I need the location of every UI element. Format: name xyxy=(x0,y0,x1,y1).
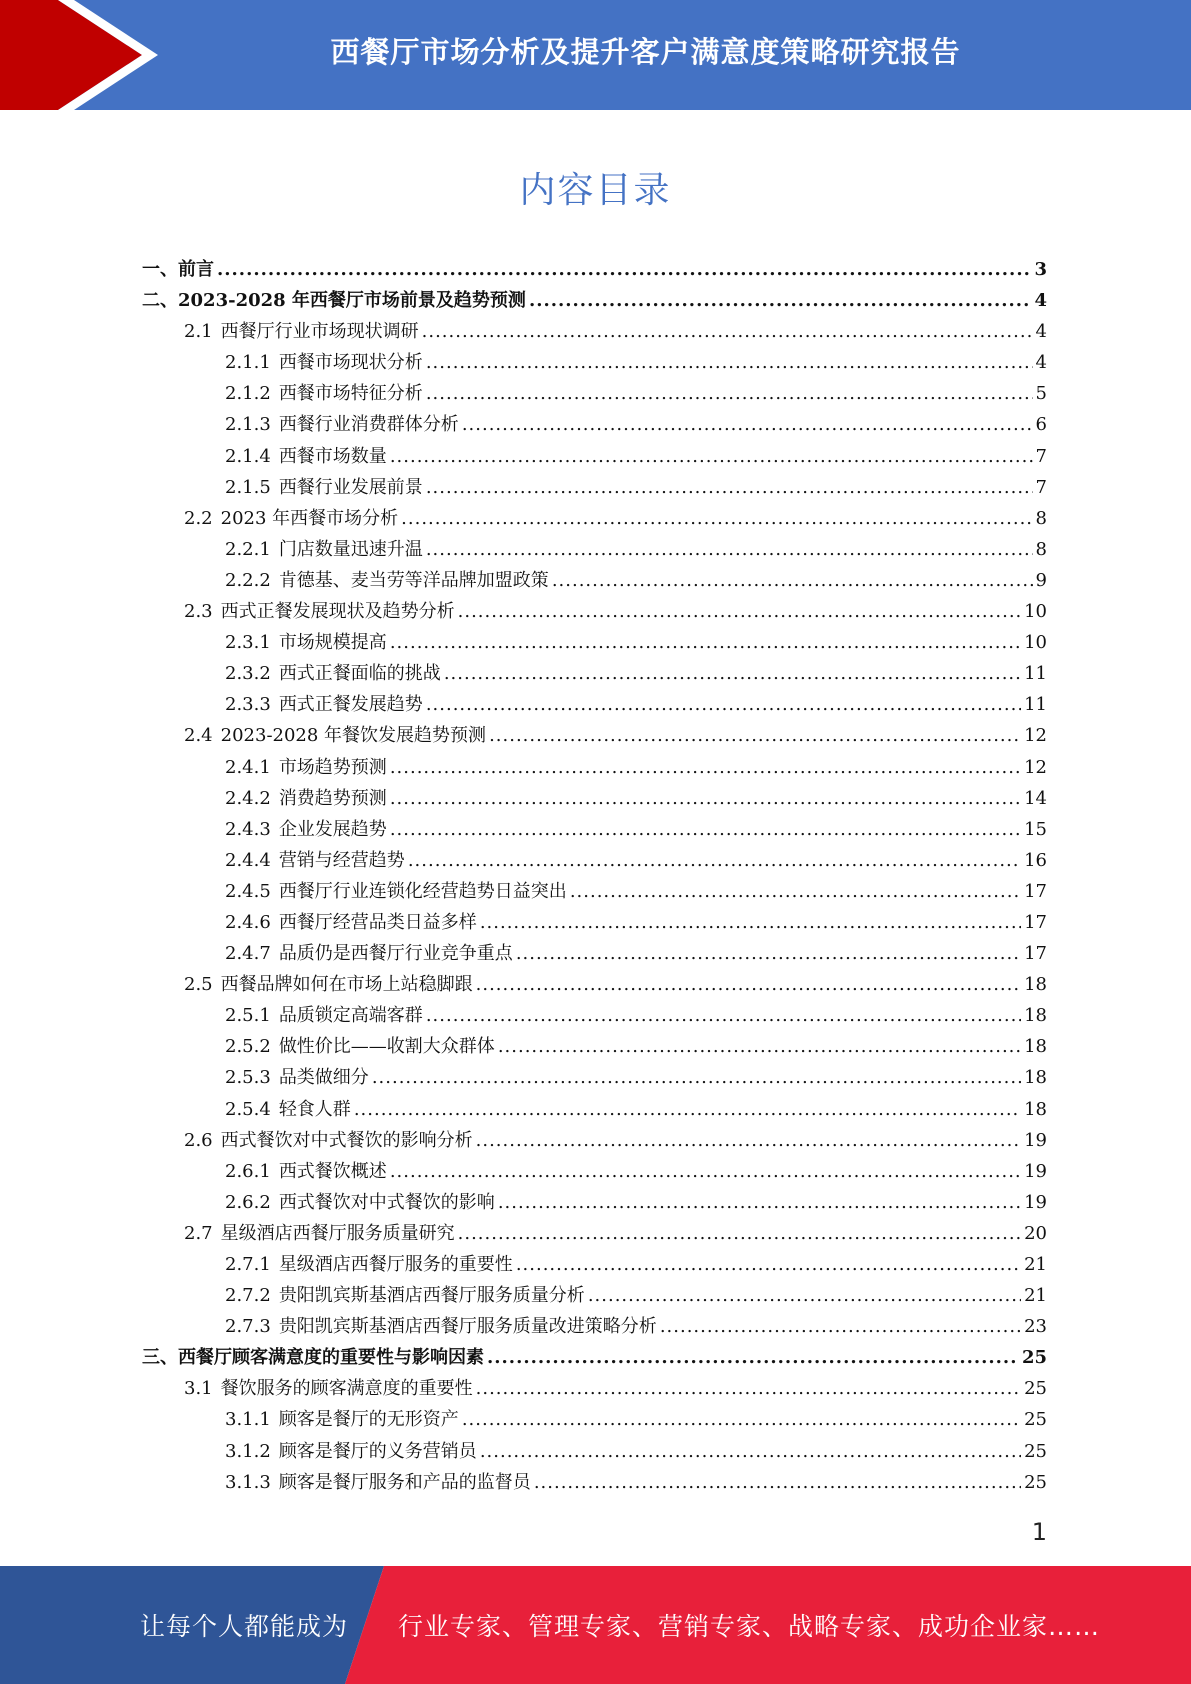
toc-entry-page: 12 xyxy=(1024,756,1047,778)
toc-entry-number: 一、 xyxy=(142,259,178,280)
toc-entry-title: 顾客是餐厅的无形资产 xyxy=(278,1409,459,1431)
toc-entry-page: 18 xyxy=(1024,1098,1047,1120)
toc-entry-page: 4 xyxy=(1035,352,1047,374)
toc-entry-title: 顾客是餐厅的义务营销员 xyxy=(278,1440,477,1462)
toc-entry-number: 2.5.4 xyxy=(225,1098,271,1120)
toc-entry-number: 2.7 xyxy=(184,1222,213,1244)
toc-entry-page: 17 xyxy=(1024,880,1047,902)
toc-entry-number: 2.4.7 xyxy=(225,943,271,965)
toc-entry[interactable] xyxy=(142,1000,1047,1031)
toc-entry[interactable] xyxy=(142,658,1047,689)
toc-entry-page: 18 xyxy=(1024,1036,1047,1058)
toc-entry-title: 餐饮服务的顾客满意度的重要性 xyxy=(220,1378,473,1400)
toc-entry[interactable] xyxy=(142,1125,1047,1156)
toc-entry-number: 2.4.3 xyxy=(225,818,271,840)
toc-entry-title: 做性价比——收割大众群体 xyxy=(278,1036,495,1058)
toc-entry-title: 2023-2028 年西餐厅市场前景及趋势预测 xyxy=(178,290,526,312)
toc-dot-leader xyxy=(408,845,1021,876)
toc-entry-title: 前言 xyxy=(178,259,214,280)
toc-entry-title: 西式餐饮对中式餐饮的影响 xyxy=(278,1191,495,1213)
toc-dot-leader xyxy=(516,938,1021,969)
toc-entry-number: 3.1.2 xyxy=(225,1440,271,1462)
toc-entry-number: 2.3.2 xyxy=(225,663,271,685)
toc-dot-leader xyxy=(426,689,1021,720)
toc-entry-page: 18 xyxy=(1024,1067,1047,1089)
toc-dot-leader xyxy=(426,378,1033,409)
toc-entry-page: 4 xyxy=(1034,290,1047,312)
toc-entry-page: 7 xyxy=(1035,445,1047,467)
toc-entry-page: 18 xyxy=(1024,1005,1047,1027)
toc-dot-leader xyxy=(487,1342,1019,1373)
toc-entry[interactable] xyxy=(142,1249,1047,1280)
toc-entry-page: 19 xyxy=(1024,1191,1047,1213)
toc-entry-page: 11 xyxy=(1024,663,1047,685)
toc-entry[interactable] xyxy=(142,689,1047,720)
toc-entry[interactable] xyxy=(142,1436,1047,1467)
toc-entry[interactable] xyxy=(142,316,1047,347)
toc-entry-number: 2.6.1 xyxy=(225,1160,271,1182)
toc-entry-number: 2.4.5 xyxy=(225,880,271,902)
footer-slogan-right: 行业专家、管理专家、营销专家、战略专家、成功企业家…… xyxy=(398,1612,1101,1641)
toc-entry[interactable] xyxy=(142,627,1047,658)
toc-entry-number: 2.3 xyxy=(184,601,213,623)
toc-entry[interactable] xyxy=(142,1373,1047,1404)
toc-dot-leader xyxy=(422,316,1033,347)
toc-entry-page: 25 xyxy=(1024,1378,1047,1400)
toc-entry-title: 西餐品牌如何在市场上站稳脚跟 xyxy=(220,974,473,996)
toc-entry-page: 25 xyxy=(1021,1347,1047,1369)
toc-entry[interactable] xyxy=(142,876,1047,907)
toc-entry-page: 17 xyxy=(1024,943,1047,965)
toc-dot-leader xyxy=(476,1373,1021,1404)
toc-entry-page: 25 xyxy=(1024,1471,1047,1493)
table-of-contents xyxy=(142,254,1047,1498)
toc-entry-number: 2.4.6 xyxy=(225,911,271,933)
toc-entry-title: 市场趋势预测 xyxy=(278,756,387,778)
toc-entry-title: 星级酒店西餐厅服务质量研究 xyxy=(220,1222,455,1244)
toc-entry-number: 2.5.1 xyxy=(225,1005,271,1027)
toc-entry-title: 品类做细分 xyxy=(278,1067,369,1089)
toc-dot-leader xyxy=(401,503,1032,534)
toc-dot-leader xyxy=(588,1280,1021,1311)
toc-entry[interactable] xyxy=(142,1156,1047,1187)
toc-entry[interactable] xyxy=(142,845,1047,876)
toc-entry-title: 贵阳凯宾斯基酒店西餐厅服务质量改进策略分析 xyxy=(278,1316,657,1338)
toc-entry-title: 西餐厅经营品类日益多样 xyxy=(278,911,477,933)
toc-entry-page: 21 xyxy=(1024,1254,1047,1275)
toc-entry-number: 2.2.1 xyxy=(225,538,271,560)
toc-entry-number: 2.3.1 xyxy=(225,632,271,654)
toc-entry[interactable] xyxy=(142,1342,1047,1373)
toc-dot-leader xyxy=(217,254,1031,285)
toc-entry-number: 2.5.2 xyxy=(225,1036,271,1058)
toc-entry-title: 营销与经营趋势 xyxy=(278,849,405,871)
toc-entry-title: 西式正餐发展现状及趋势分析 xyxy=(220,601,455,623)
toc-entry-page: 20 xyxy=(1024,1222,1047,1244)
toc-dot-leader xyxy=(354,1094,1021,1125)
toc-entry-page: 9 xyxy=(1035,569,1047,591)
toc-dot-leader xyxy=(534,1467,1021,1498)
toc-dot-leader xyxy=(390,783,1021,814)
toc-entry[interactable] xyxy=(142,347,1047,378)
toc-entry[interactable] xyxy=(142,378,1047,409)
toc-entry[interactable] xyxy=(142,596,1047,627)
toc-dot-leader xyxy=(480,907,1021,938)
toc-entry[interactable] xyxy=(142,938,1047,969)
toc-entry[interactable] xyxy=(142,409,1047,440)
toc-dot-leader xyxy=(426,472,1033,503)
report-title: 西餐厅市场分析及提升客户满意度策略研究报告 xyxy=(330,34,961,69)
toc-entry-number: 2.1.1 xyxy=(225,352,271,374)
toc-entry[interactable] xyxy=(142,814,1047,845)
toc-dot-leader xyxy=(390,1156,1021,1187)
toc-dot-leader xyxy=(426,534,1033,565)
toc-dot-leader xyxy=(444,658,1021,689)
toc-entry[interactable] xyxy=(142,907,1047,938)
toc-entry-page: 15 xyxy=(1024,818,1047,840)
toc-entry-page: 7 xyxy=(1035,476,1047,498)
toc-dot-leader xyxy=(498,1187,1021,1218)
toc-entry-title: 市场规模提高 xyxy=(278,632,387,654)
toc-entry-title: 2023 年西餐市场分析 xyxy=(220,507,399,529)
toc-entry-page: 10 xyxy=(1024,632,1047,654)
toc-entry-page: 4 xyxy=(1035,321,1047,343)
toc-entry-page: 23 xyxy=(1024,1316,1047,1338)
toc-entry[interactable] xyxy=(142,1062,1047,1093)
toc-entry-title: 西式正餐面临的挑战 xyxy=(278,663,441,685)
toc-entry-number: 2.4 xyxy=(184,725,213,747)
toc-entry[interactable] xyxy=(142,1467,1047,1498)
toc-entry[interactable] xyxy=(142,534,1047,565)
toc-entry-title: 西餐行业发展前景 xyxy=(278,476,423,498)
toc-entry-number: 3.1 xyxy=(184,1378,213,1400)
toc-dot-leader xyxy=(498,1031,1021,1062)
toc-entry[interactable] xyxy=(142,565,1047,596)
toc-dot-leader xyxy=(372,1062,1021,1093)
toc-entry[interactable] xyxy=(142,441,1047,472)
toc-entry-title: 门店数量迅速升温 xyxy=(278,538,423,560)
toc-entry[interactable] xyxy=(142,1187,1047,1218)
toc-dot-leader xyxy=(529,285,1032,316)
toc-entry[interactable] xyxy=(142,254,1047,285)
toc-entry-page: 19 xyxy=(1024,1129,1047,1151)
toc-entry-title: 消费趋势预测 xyxy=(278,787,387,809)
toc-dot-leader xyxy=(462,1404,1021,1435)
toc-entry[interactable] xyxy=(142,503,1047,534)
toc-entry-title: 西餐市场数量 xyxy=(278,445,387,467)
toc-entry-title: 西餐行业消费群体分析 xyxy=(278,414,459,436)
toc-entry-title: 西餐市场特征分析 xyxy=(278,383,423,405)
toc-entry-number: 2.3.3 xyxy=(225,694,271,716)
toc-dot-leader xyxy=(660,1311,1021,1342)
report-header xyxy=(0,0,1191,110)
toc-entry-number: 2.7.2 xyxy=(225,1285,271,1307)
toc-entry-page: 14 xyxy=(1024,787,1047,809)
toc-entry-number: 二、 xyxy=(142,290,178,312)
toc-entry-title: 顾客是餐厅服务和产品的监督员 xyxy=(278,1471,531,1493)
toc-dot-leader xyxy=(570,876,1021,907)
toc-dot-leader xyxy=(458,1218,1021,1249)
toc-entry-page: 3 xyxy=(1034,259,1047,280)
report-footer xyxy=(0,1566,1191,1684)
toc-dot-leader xyxy=(426,1000,1021,1031)
toc-entry-number: 2.4.1 xyxy=(225,756,271,778)
toc-entry[interactable] xyxy=(142,285,1047,316)
toc-entry-title: 肯德基、麦当劳等洋品牌加盟政策 xyxy=(278,569,549,591)
page-number: 1 xyxy=(1031,1518,1047,1546)
toc-entry-title: 品质仍是西餐厅行业竞争重点 xyxy=(278,943,513,965)
toc-dot-leader xyxy=(476,969,1021,1000)
toc-dot-leader xyxy=(426,347,1033,378)
toc-entry-page: 10 xyxy=(1024,601,1047,623)
toc-entry-title: 贵阳凯宾斯基酒店西餐厅服务质量分析 xyxy=(278,1285,585,1307)
toc-dot-leader xyxy=(390,627,1021,658)
toc-entry[interactable] xyxy=(142,969,1047,1000)
toc-entry-page: 21 xyxy=(1024,1285,1047,1307)
toc-entry[interactable] xyxy=(142,1218,1047,1249)
toc-entry-number: 2.1.3 xyxy=(225,414,271,436)
toc-dot-leader xyxy=(480,1436,1021,1467)
toc-entry[interactable] xyxy=(142,783,1047,814)
toc-heading: 内容目录 xyxy=(519,170,672,211)
toc-entry-title: 品质锁定高端客群 xyxy=(278,1005,423,1027)
toc-entry[interactable] xyxy=(142,472,1047,503)
toc-entry-number: 2.7.3 xyxy=(225,1316,271,1338)
toc-dot-leader xyxy=(552,565,1033,596)
toc-entry-number: 2.2.2 xyxy=(225,569,271,591)
toc-entry-title: 星级酒店西餐厅服务的重要性 xyxy=(278,1254,513,1275)
toc-entry-number: 2.7.1 xyxy=(225,1254,271,1275)
toc-entry[interactable] xyxy=(142,1280,1047,1311)
toc-dot-leader xyxy=(390,441,1033,472)
toc-entry-title: 西餐市场现状分析 xyxy=(278,352,423,374)
toc-entry-number: 2.2 xyxy=(184,507,213,529)
toc-entry-page: 17 xyxy=(1024,911,1047,933)
toc-entry-page: 25 xyxy=(1024,1409,1047,1431)
toc-entry-title: 西式正餐发展趋势 xyxy=(278,694,423,716)
toc-entry[interactable] xyxy=(142,1094,1047,1125)
toc-entry-number: 2.1.4 xyxy=(225,445,271,467)
toc-entry-page: 12 xyxy=(1024,725,1047,747)
toc-entry-page: 8 xyxy=(1035,507,1047,529)
toc-entry-page: 19 xyxy=(1024,1160,1047,1182)
toc-entry-title: 企业发展趋势 xyxy=(278,818,387,840)
toc-entry-page: 6 xyxy=(1035,414,1047,436)
toc-entry-page: 16 xyxy=(1024,849,1047,871)
toc-entry-number: 2.1.5 xyxy=(225,476,271,498)
toc-entry-page: 11 xyxy=(1024,694,1047,716)
toc-entry-title: 西式餐饮概述 xyxy=(278,1160,387,1182)
toc-entry-page: 8 xyxy=(1035,538,1047,560)
toc-dot-leader xyxy=(462,409,1033,440)
toc-entry[interactable] xyxy=(142,1311,1047,1342)
toc-entry-number: 2.4.4 xyxy=(225,849,271,871)
toc-dot-leader xyxy=(390,752,1021,783)
toc-entry-title: 2023-2028 年餐饮发展趋势预测 xyxy=(220,725,487,747)
toc-entry-number: 2.6 xyxy=(184,1129,213,1151)
toc-dot-leader xyxy=(516,1249,1021,1280)
toc-dot-leader xyxy=(458,596,1021,627)
toc-entry-number: 2.1.2 xyxy=(225,383,271,405)
toc-entry-title: 西式餐饮对中式餐饮的影响分析 xyxy=(220,1129,473,1151)
toc-dot-leader xyxy=(390,814,1021,845)
toc-dot-leader xyxy=(489,720,1021,751)
toc-dot-leader xyxy=(476,1125,1021,1156)
toc-entry-number: 2.1 xyxy=(184,321,213,343)
toc-entry-title: 西餐厅行业市场现状调研 xyxy=(220,321,419,343)
toc-entry-page: 5 xyxy=(1035,383,1047,405)
toc-entry[interactable] xyxy=(142,1404,1047,1435)
toc-entry[interactable] xyxy=(142,752,1047,783)
toc-entry[interactable] xyxy=(142,720,1047,751)
toc-entry-title: 西餐厅行业连锁化经营趋势日益突出 xyxy=(278,880,567,902)
toc-entry-number: 2.4.2 xyxy=(225,787,271,809)
toc-entry-number: 3.1.3 xyxy=(225,1471,271,1493)
toc-entry-number: 2.5 xyxy=(184,974,213,996)
toc-entry-title: 西餐厅顾客满意度的重要性与影响因素 xyxy=(178,1347,484,1369)
toc-entry-number: 三、 xyxy=(142,1347,178,1369)
toc-entry[interactable] xyxy=(142,1031,1047,1062)
footer-slogan-left: 让每个人都能成为 xyxy=(140,1612,349,1641)
toc-entry-number: 2.6.2 xyxy=(225,1191,271,1213)
toc-entry-title: 轻食人群 xyxy=(278,1098,351,1120)
toc-entry-number: 2.5.3 xyxy=(225,1067,271,1089)
toc-entry-page: 18 xyxy=(1024,974,1047,996)
toc-entry-page: 25 xyxy=(1024,1440,1047,1462)
toc-entry-number: 3.1.1 xyxy=(225,1409,271,1431)
